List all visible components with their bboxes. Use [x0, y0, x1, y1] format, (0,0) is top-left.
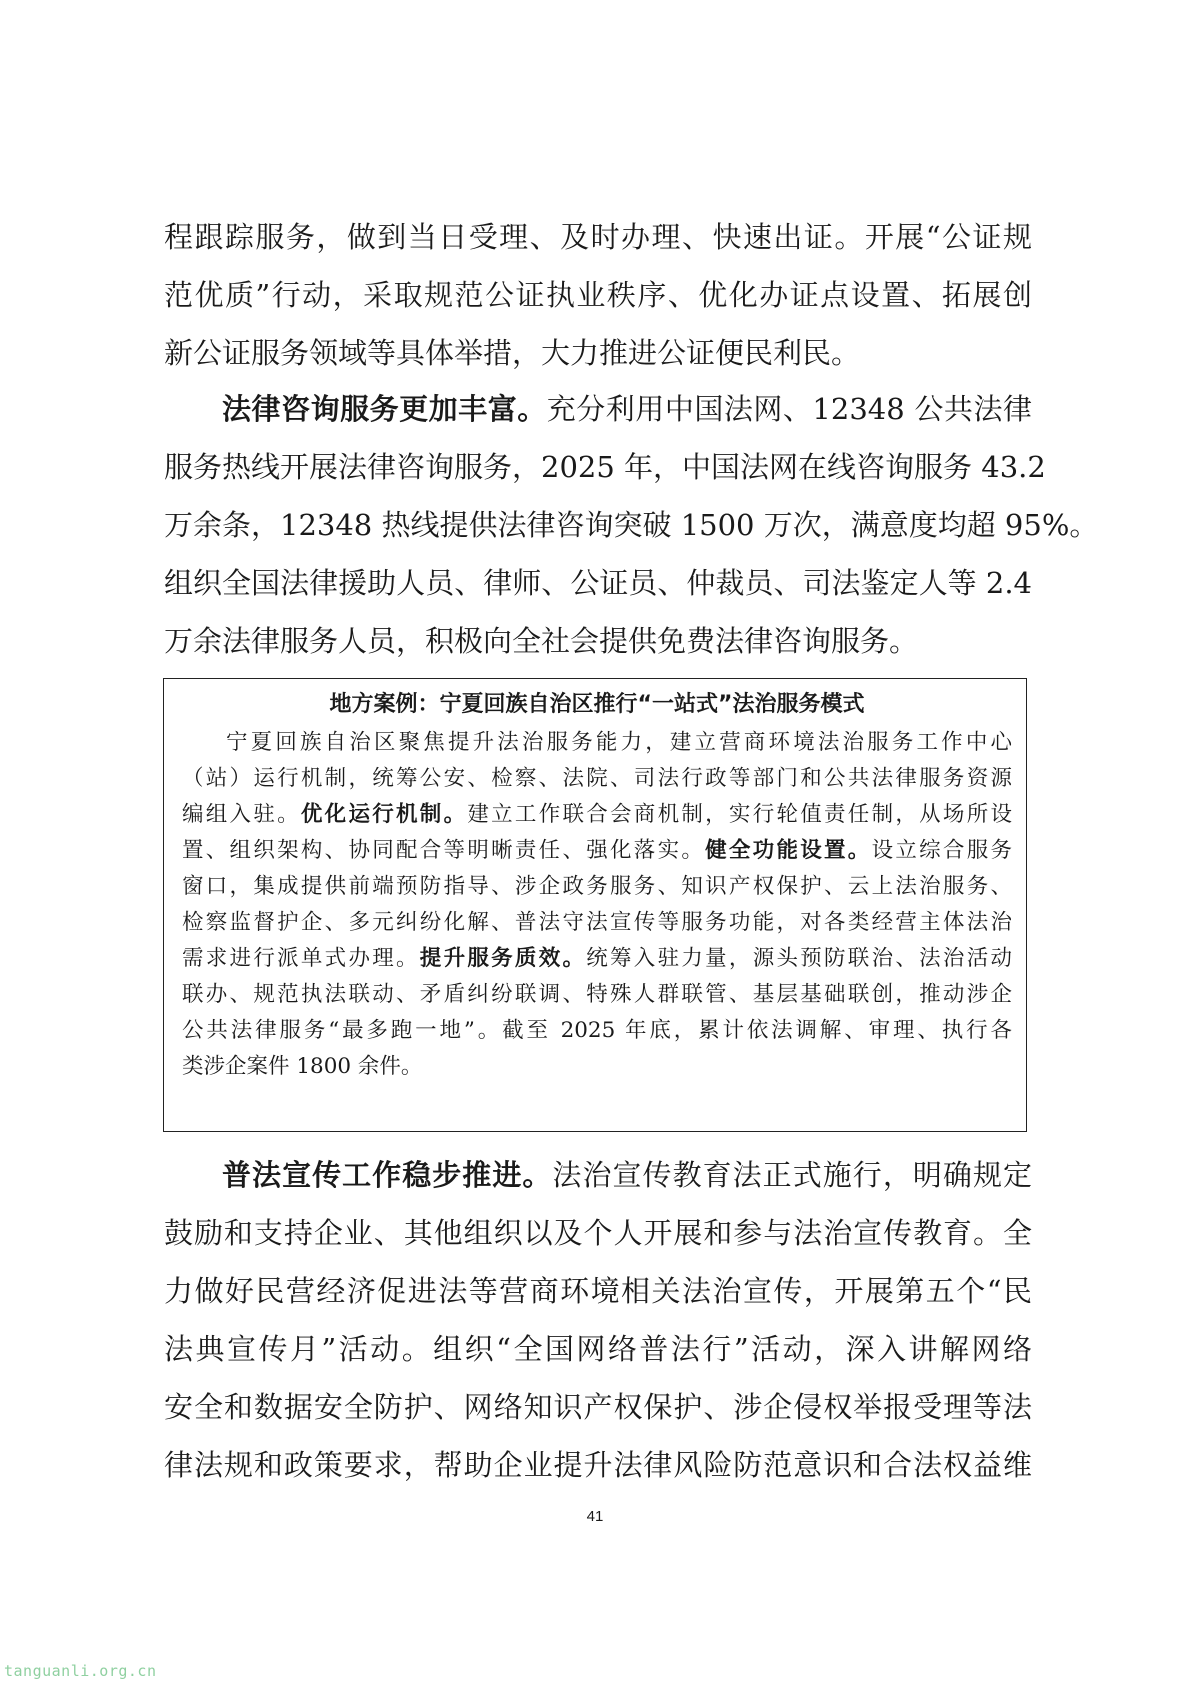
case-line: 联办、规范执法联动、矛盾纠纷联调、特殊人群联管、基层基础联创，推动涉企	[182, 982, 1012, 1007]
text-segment: 设立综合服务	[871, 838, 1012, 863]
text-line	[164, 1146, 1032, 1204]
text-line: 鼓励和支持企业、其他组织以及个人开展和参与法治宣传教育。全	[164, 1216, 1032, 1250]
case-body	[182, 725, 1012, 1085]
text-line: 安全和数据安全防护、网络知识产权保护、涉企侵权举报受理等法	[164, 1390, 1032, 1424]
paragraph-legal-consulting	[164, 380, 1099, 670]
text-segment: 统筹入驻力量，源头预防联治、法治活动	[586, 946, 1012, 971]
case-subheading: 优化运行机制。	[300, 802, 468, 827]
section-heading: 普法宣传工作稳步推进。	[222, 1158, 553, 1192]
local-case-box	[163, 678, 1027, 1132]
case-title: 地方案例：宁夏回族自治区推行“一站式”法治服务模式	[329, 692, 865, 717]
paragraph-notary-service	[164, 208, 1032, 382]
text-segment: 建立工作联合会商机制，实行轮值责任制，从场所设	[467, 802, 1012, 827]
text-segment: 充分利用中国法网、12348 公共法律	[546, 392, 1032, 426]
text-line: 程跟踪服务，做到当日受理、及时办理、快速出证。开展“公证规	[164, 220, 1032, 254]
text-line: 律法规和政策要求，帮助企业提升法律风险防范意识和合法权益维	[164, 1448, 1032, 1482]
case-line	[182, 833, 1012, 869]
page-number: 41	[586, 1508, 604, 1525]
text-segment: 置、组织架构、协同配合等明晰责任、强化落实。	[182, 838, 706, 863]
case-line: 窗口，集成提供前端预防指导、涉企政务服务、知识产权保护、云上法治服务、	[182, 874, 1012, 899]
text-line: 法典宣传月”活动。组织“全国网络普法行”活动，深入讲解网络	[164, 1332, 1032, 1366]
text-segment: 编组入驻。	[182, 802, 301, 827]
watermark: tanguanli.org.cn	[4, 1662, 157, 1680]
case-subheading: 提升服务质效。	[419, 946, 587, 971]
text-line	[164, 380, 1032, 438]
case-line: 公共法律服务“最多跑一地”。截至 2025 年底，累计依法调解、审理、执行各	[182, 1018, 1012, 1043]
text-segment: 需求进行派单式办理。	[182, 946, 420, 971]
case-line: 类涉企案件 1800 余件。	[182, 1054, 423, 1079]
case-line: （站）运行机制，统筹公安、检察、法院、司法行政等部门和公共法律服务资源	[182, 766, 1012, 791]
text-line: 服务热线开展法律咨询服务，2025 年，中国法网在线咨询服务 43.2	[164, 450, 1046, 484]
text-line: 万余条，12348 热线提供法律咨询突破 1500 万次，满意度均超 95%。	[164, 508, 1099, 542]
case-line	[182, 797, 1012, 833]
text-line: 力做好民营经济促进法等营商环境相关法治宣传，开展第五个“民	[164, 1274, 1032, 1308]
case-line	[182, 941, 1012, 977]
text-line: 万余法律服务人员，积极向全社会提供免费法律咨询服务。	[164, 624, 919, 658]
case-line: 宁夏回族自治区聚焦提升法治服务能力，建立营商环境法治服务工作中心	[226, 730, 1012, 755]
case-subheading: 健全功能设置。	[705, 838, 872, 863]
section-heading: 法律咨询服务更加丰富。	[222, 392, 547, 426]
text-line: 新公证服务领域等具体举措，大力推进公证便民利民。	[164, 336, 861, 370]
case-line: 检察监督护企、多元纠纷化解、普法守法宣传等服务功能，对各类经营主体法治	[182, 910, 1012, 935]
text-segment: 法治宣传教育法正式施行，明确规定	[552, 1158, 1032, 1192]
text-line: 范优质”行动，采取规范公证执业秩序、优化办证点设置、拓展创	[164, 278, 1032, 312]
paragraph-law-publicity	[164, 1146, 1032, 1494]
text-line: 组织全国法律援助人员、律师、公证员、仲裁员、司法鉴定人等 2.4	[164, 566, 1032, 600]
